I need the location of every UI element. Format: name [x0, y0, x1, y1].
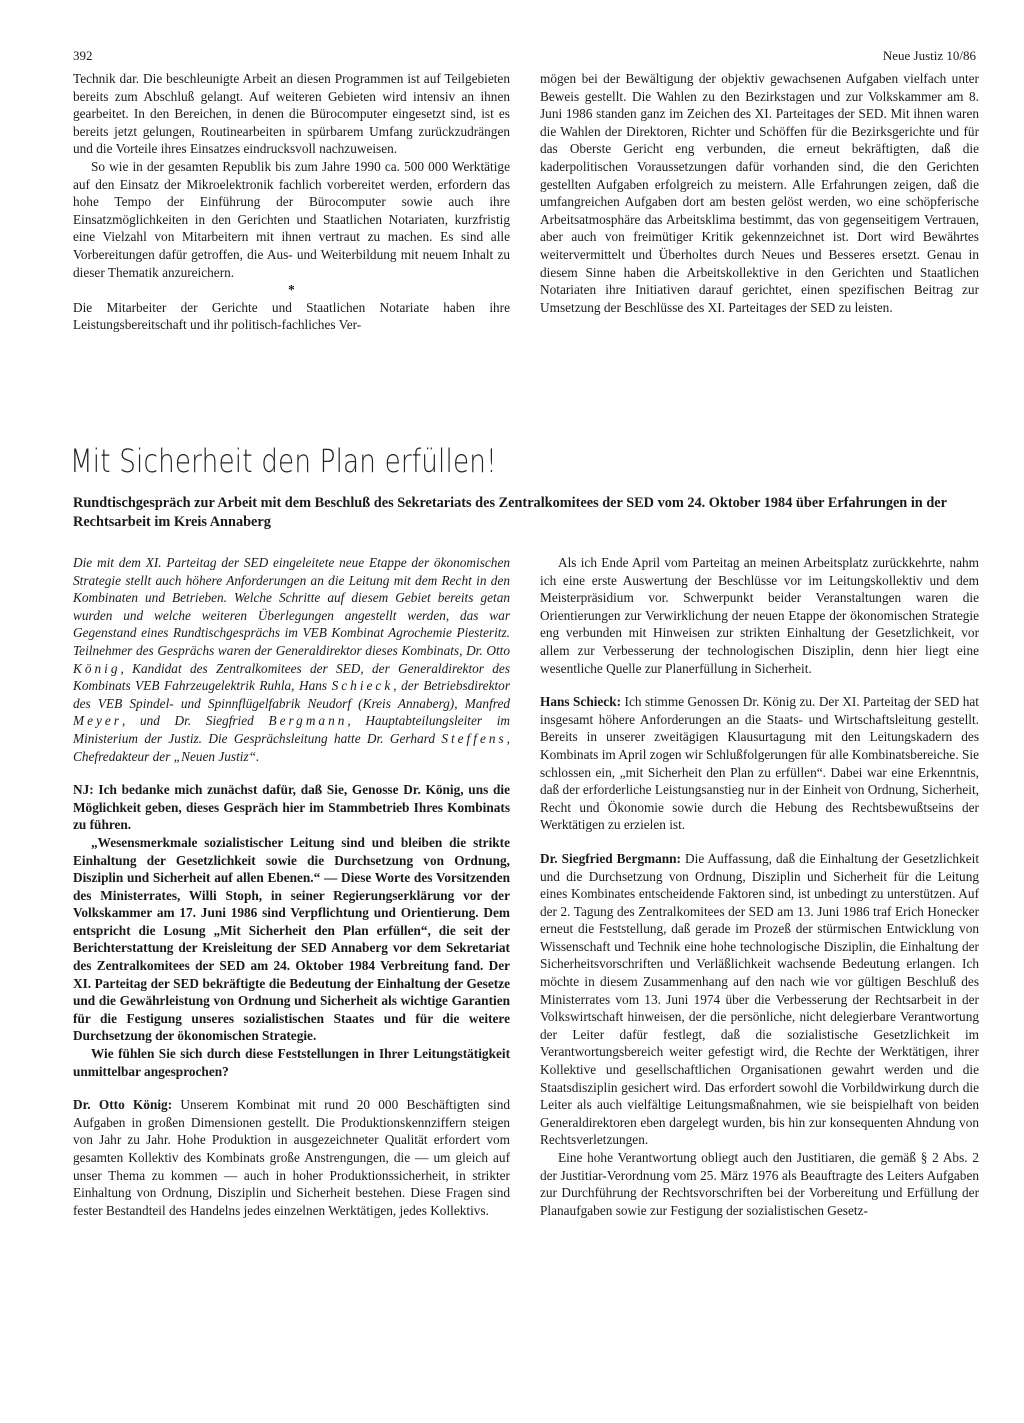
nj-question: „Wesensmerkmale sozialistischer Leitung sind und bleiben die strikte Einhaltung der Gesetzlichkeit sowie die Durchsetzung von Ordnung, Disziplin und Sicherheit auf allen Ebenen.“ — Diese Worte des Vorsitzenden des Ministerrates, Willi Stoph, in seiner Regierungserklärung vor der Volkskammer am 17. Juni 1986 sind Verpflichtung und Orientierung. Dem entspricht die Losung „Mit Sicherheit den Plan erfüllen“, die seit der Berichterstattung der Kreisleitung der SED Annaberg vor dem Sekretariat des Zentralkomitees der SED am 24. Oktober 1984 Verbreitung fand. Der XI. Parteitag der SED bekräftigte die Bedeutung der Einhaltung der Gesetze und die Gewährleistung von Ordnung und Sicherheit als wichtige Garantien für die Festigung unseres sozialistischen Staates und für die weitere Durchsetzung der ökonomischen Strategie. — [73, 834, 510, 1044]
speaker-paragraph — [73, 1096, 510, 1219]
paragraph: So wie in der gesamten Republik bis zum Jahre 1990 ca. 500 000 Werktätige auf den Einsatz der Mikroelektronik fachlich vorbereitet werden, erfordern das hohe Tempo der Einführung der Bürocomputer sowie auch ihre Einsatzmöglichkeiten in den Gerichten und Staatlichen Notariaten, kurzfristig eine Vielzahl von Mitarbeitern mit ihnen vertraut zu machen. Es sind alle Vorbereitungen dafür getroffen, die Aus- und Weiterbildung mit neuem Inhalt zu dieser Thematik anzureichern. — [73, 158, 510, 280]
article-subtitle: Rundtischgespräch zur Arbeit mit dem Beschluß des Sekretariats des Zentralkomitees der SED vom 24. Oktober 1984 über Erfahrungen in der Rechtsarbeit im Kreis Annaberg — [73, 495, 947, 530]
paragraph: Eine hohe Verantwortung obliegt auch den Justitiaren, die gemäß § 2 Abs. 2 der Justitiar-Verordnung vom 25. März 1976 als Beauftragte des Leiters Aufgaben zur Durchführung der Rechtsvorschriften bei der Vorbereitung und Erfüllung der Planaufgaben sowie zur Festigung der sozialistischen Gesetz- — [540, 1150, 979, 1218]
speaker-name: Hans Schieck: — [540, 694, 622, 710]
speaker-text: Unserem Kombinat mit rund 20 000 Beschäftigten sind Aufgaben in großen Dimensionen gestellt. Die Produktionskennziffern steigen von Jahr zu Jahr. Hohe Produktion in ausgezeichneter Qualität erfordert vom gesamten Kollektiv des Kombinats große Anstrengungen, die — um gleich auf unser Thema zu kommen — auch in hoher Produktionssicherheit, in strikter Einhaltung von Ordnung, Disziplin und Sicherheit bestehen. Diese Fragen sind fester Bestandteil des Handelns jedes einzelnen Werktätigen, jedes Kollektivs. — [73, 1097, 511, 1218]
speaker-paragraph — [540, 693, 979, 834]
bottom-left-column — [73, 554, 510, 1219]
intro-text: , Kandidat des Zentralkomitees der SED, der Generaldirektor des Kombinats VEB Fahrzeugelektrik Ruhla, Hans — [73, 660, 510, 694]
intro-text: , und Dr. Siegfried — [121, 713, 254, 729]
journal-reference: Neue Justiz 10/86 — [882, 48, 976, 63]
participant-name: Meyer — [73, 713, 122, 729]
paragraph: Technik dar. Die beschleunigte Arbeit an diesen Programmen ist auf Teilgebieten bereits zum Abschluß gelangt. Auf weiteren Gebieten wird intensiv an ihnen gearbeitet. In den Bereichen, in denen die Bürocomputer eingesetzt sind, ist es bereits jetzt gelungen, Routinearbeiten in spürbarem Umfang zurückzudrängen und die Vorteile ihres Einsatzes eindrucksvoll nachzuweisen. — [73, 71, 510, 157]
speaker-text: Ich stimme Genossen Dr. König zu. Der XI. Parteitag der SED hat insgesamt höhere Anforderungen an die Staats- und Wirtschaftsleitung gestellt. Bereits in unserer zweitägigen Klausurtagung mit den Leitungskadern des Kombinats im April zogen wir Schlußfolgerungen für alle Kombinatsbereiche. Sie schlossen ein, „mit Sicherheit den Plan zu erfüllen“. Dabei war eine Erkenntnis, daß der erforderliche Leistungsanstieg nur in der Einheit von Ordnung, Sicherheit, Recht und Ökonomie sowie durch die Hebung des Rechtsbewußtseins der Werktätigen zu erzielen ist. — [540, 694, 980, 833]
speaker-name: Dr. Siegfried Bergmann: — [540, 850, 681, 866]
nj-question: NJ: Ich bedanke mich zunächst dafür, daß Sie, Genosse Dr. König, uns die Möglichkeit geben, dieses Gespräch hier im Stammbetrieb Ihres Kombinats zu führen. — [73, 782, 510, 833]
intro-text: Die mit dem XI. Parteitag der SED eingeleitete neue Etappe der ökonomischen Strategie stellt auch höhere Anforderungen an die Leitung mit dem Recht in den Kombinaten und Betrieben. Welche Schritte auf diesem Gebiet bereits getan wurden und welche weiteren Überlegungen angestellt werden, das war Gegenstand eines Rundtischgesprächs im VEB Kombinat Agrochemie Piesteritz. Teilnehmer des Gesprächs waren der Generaldirektor dieses Kombinats, Dr. Otto — [73, 555, 510, 658]
participant-name: König — [73, 660, 121, 676]
paragraph: mögen bei der Bewältigung der objektiv gewachsenen Aufgaben vielfach unter Beweis gestellt. Die Wahlen zu den Bezirkstagen und zur Volkskammer am 8. Juni 1986 standen ganz im Zeichen des XI. Parteitages der SED. Mit ihnen waren die Wahlen der Direktoren, Richter und Schöffen für die Bezirksgerichte und für das Oberste Gericht eng verbunden, die erneut bekräftigten, daß die kaderpolitischen Voraussetzungen dafür vorhanden sind, die den Gerichten gestellten Aufgaben erfolgreich zu meistern. Alle Erfahrungen zeigen, daß die umfangreichen Aufgaben dort am besten gelöst werden, wo eine schöpferische Arbeitsatmosphäre das Arbeitsklima bestimmt, das von gegenseitigem Vertrauen, aber auch von freimütiger Kritik gekennzeichnet ist. Dort wird Bewährtes weitervermittelt und Überholtes durch Neues und Besseres ersetzt. Genau in diesem Sinne haben die Arbeitskollektive in den Gerichten und Staatlichen Notariaten ihre Initiativen darauf gerichtet, einen spezifischen Beitrag zur Umsetzung der Beschlüsse des XI. Parteitages der SED zu leisten. — [540, 71, 979, 315]
participant-name: Schieck — [331, 678, 394, 694]
intro-text: , der Betriebsdirektor des VEB Spindel- und Spinnflügelfabrik Neudorf (Kreis Annaberg), Manfred — [73, 678, 510, 711]
article-headline: Mit Sicherheit den Plan erfüllen! — [70, 442, 497, 480]
paragraph: Die Mitarbeiter der Gerichte und Staatlichen Notariate haben ihre Leistungsbereitschaft und ihr politisch-fachliches Ver- — [73, 299, 510, 333]
top-left-column — [73, 70, 510, 334]
intro-text: , Chefredakteur der „Neuen Justiz“. — [73, 730, 510, 764]
page-number: 392 — [73, 48, 93, 63]
speaker-name: Dr. Otto König: — [73, 1097, 173, 1113]
nj-question: Wie fühlen Sie sich durch diese Feststellungen in Ihrer Leitungstätigkeit unmittelbar angesprochen? — [73, 1046, 510, 1079]
article-intro — [73, 554, 510, 765]
top-right-column — [540, 70, 979, 316]
speaker-text: Die Auffassung, daß die Einhaltung der Gesetzlichkeit und die Durchsetzung von Ordnung, Disziplin und Sicherheit für die Leitung eines Kombinates entscheidende Faktoren sind, ist unbedingt zu unterstützen. Auf der 2. Tagung des Zentralkomitees der SED am 13. Juni 1986 traf Erich Honecker erneut die Feststellung, daß gerade im Prozeß der stürmischen Entwicklung von Wissenschaft und Technik eine hohe technologische Disziplin, die Einhaltung der Sicherheitsvorschriften und Verläßlichkeit wachsende Bedeutung erlangen. Ich möchte in diesem Zusammenhang auf den nach wie vor gültigen Beschluß des Ministerrates vom 13. Juni 1974 über die Verbesserung der Rechtsarbeit in der Volkswirtschaft hinweisen, der die persönliche, nicht delegierbare Verantwortung der Leiter dafür festlegt, daß die sozialistische Gesetzlichkeit im Verantwortungsbereich weiter gefestigt wird, die Rechte der Werktätigen, ihrer Kollektive und gesellschaftlichen Organisationen gewahrt werden und die Staatsdisziplin gesichert wird. Das erfordert sowohl die Vorbildwirkung durch die Leiter als auch vielfältige Leitungsmaßnahmen, wie sie beispielhaft von beiden Generaldirektoren eben dargelegt wurden, bis hin zur konsequenten Ahndung von Rechtsverletzungen. — [540, 850, 980, 1148]
bottom-right-column — [540, 554, 979, 1219]
section-separator: * — [288, 282, 295, 298]
participant-name: Bergmann — [268, 713, 348, 729]
intro-text: , Hauptabteilungsleiter im Ministerium der Justiz. Die Gesprächsleitung hatte Dr. Gerhard — [73, 713, 510, 746]
participant-name: Steffens — [441, 730, 507, 746]
speaker-paragraph — [540, 850, 979, 1149]
paragraph: Als ich Ende April vom Parteitag an meinen Arbeitsplatz zurückkehrte, nahm ich eine erste Auswertung der Beschlüsse vor im Leitungskollektiv und dem Meisterpräsidium vor. Schwerpunkt beider Veranstaltungen waren die Orientierungen zur Verwirklichung der neuen Etappe der ökonomischen Strategie eng verbunden mit Hinweisen zur strikten Einhaltung der Gesetzlichkeit, vor allem zur Verbesserung der technologischen Disziplin, denn hier liegt eine wesentliche Quelle zur Planerfüllung in Sicherheit. — [540, 555, 979, 676]
